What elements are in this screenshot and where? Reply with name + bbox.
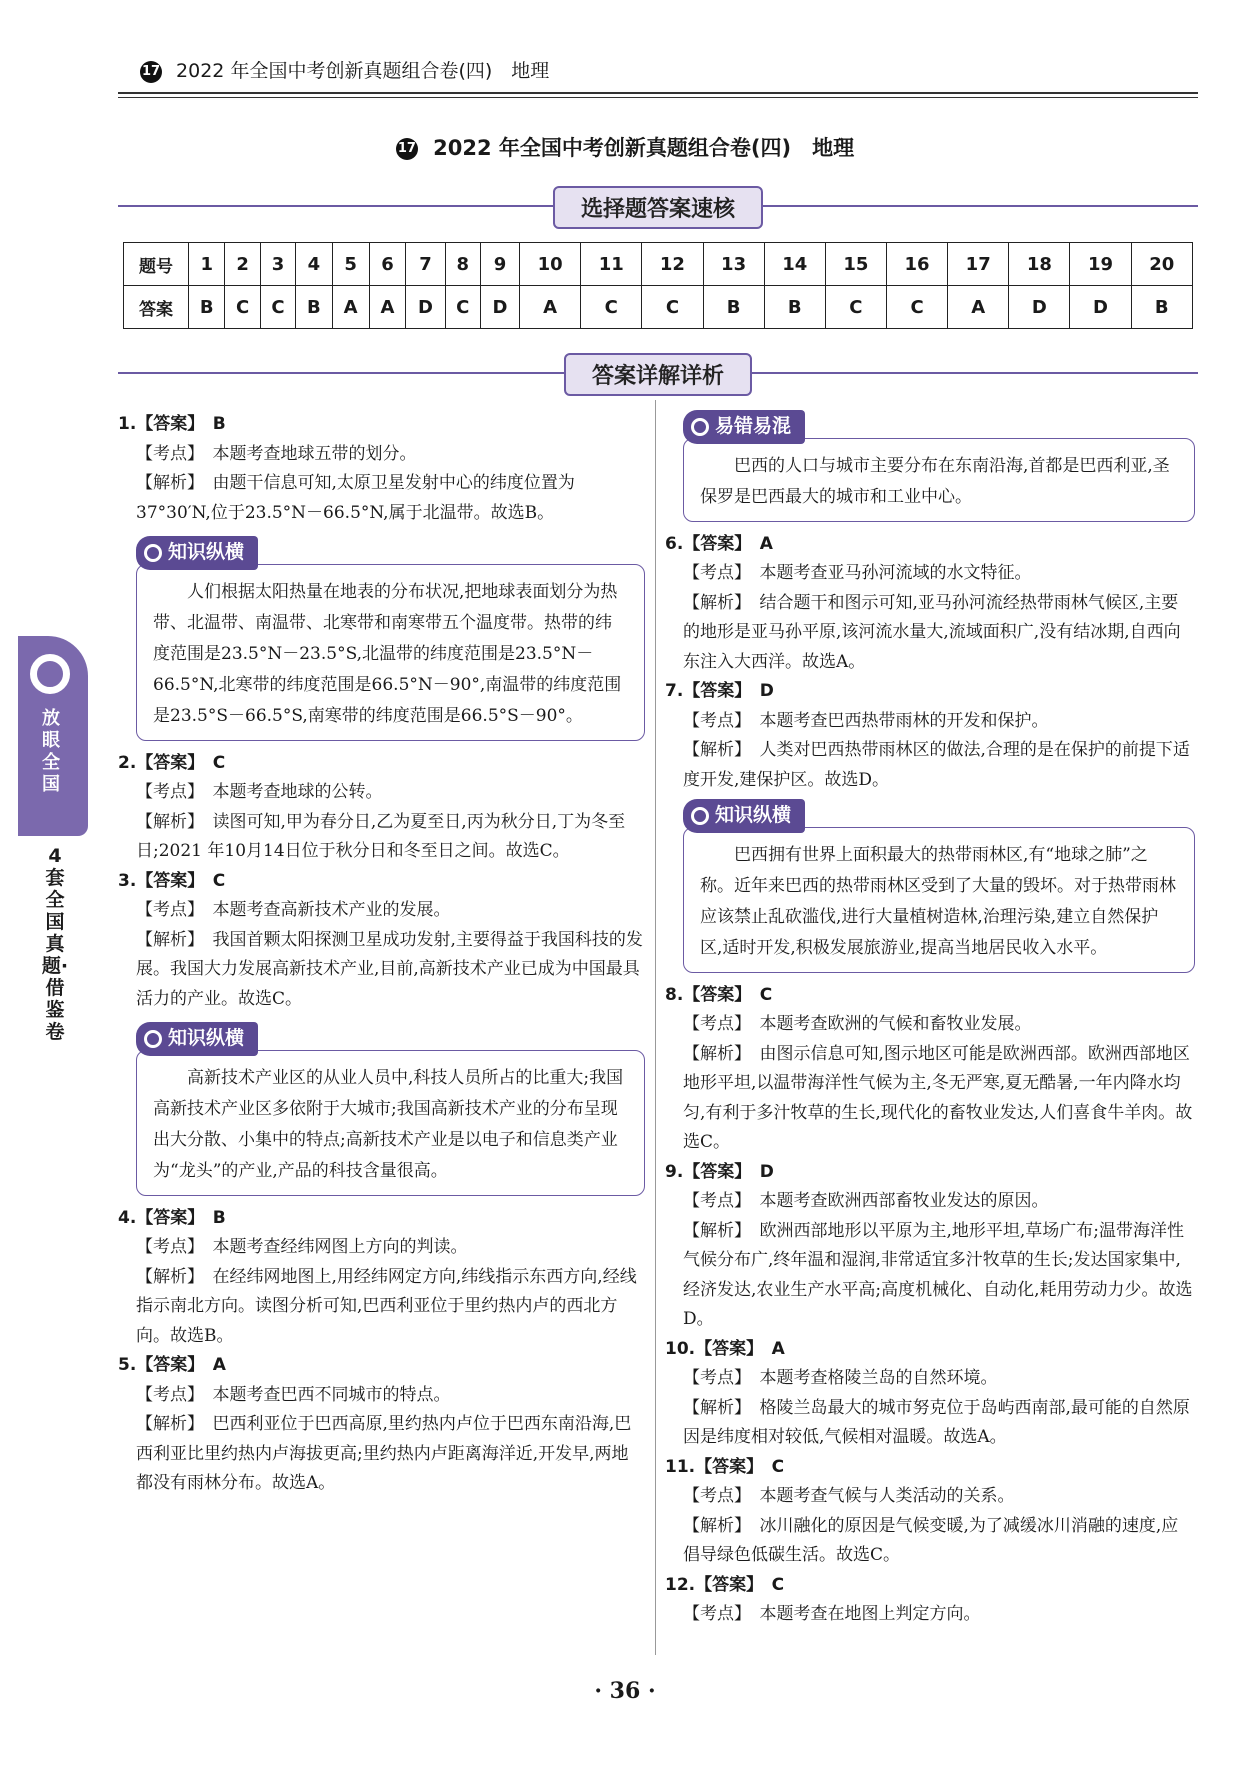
series-number-badge: 17 [140,61,162,83]
key-point: 【考点】 本题考查经纬网图上方向的判读。 [136,1237,468,1257]
answer-line: 2.【答案】 C [118,752,226,773]
key-point: 【考点】 本题考查在地图上判定方向。 [683,1604,981,1624]
question-number-cell: 9 [480,243,519,286]
answer-cell: A [332,286,369,329]
answer-cell: B [296,286,332,329]
title-number-badge: 17 [396,138,418,160]
answer-cell: B [764,286,825,329]
question-number-cell: 6 [369,243,406,286]
section-heading-quick-answers [118,190,1198,220]
answer-cell: D [1009,286,1070,329]
knowledge-box [136,536,645,741]
answer-cell: B [1131,286,1192,329]
answer-cell: A [369,286,406,329]
question-number-cell: 12 [642,243,703,286]
left-column [118,410,645,1499]
answer-line: 1.【答案】 B [118,414,226,434]
analysis: 【解析】 在经纬网地图上,用经纬网定方向,纬线指示东西方向,经线指示南北方向。读图分析可知,巴西利亚位于里约热内卢的西北方向。故选B。 [136,1266,637,1346]
box-title: 知识纵横 [683,799,805,833]
analysis: 【解析】 巴西利亚位于巴西高原,里约热内卢位于巴西东南沿海,巴西利亚比里约热内卢海拔更高;里约热内卢距离海洋近,开发早,两地都没有雨林分布。故选A。 [136,1414,632,1493]
section-heading-label: 选择题答案速核 [553,186,763,229]
question-number-cell: 2 [225,243,260,286]
target-icon [691,807,709,825]
box-text: 人们根据太阳热量在地表的分布状况,把地球表面划分为热带、北温带、南温带、北寒带和南寒带五个温度带。热带的纬度范围是23.5°N－23.5°S,北温带的纬度范围是23.5°N－66.5°N,北寒带的纬度范围是66.5°N－90°,南温带的纬度范围是23.5°S－66.5°S,南寒带的纬度范围是66.5°S－90°。 [136,564,645,741]
answer-line: 4.【答案】 B [118,1207,226,1228]
key-point: 【考点】 本题考查格陵兰岛的自然环境。 [683,1368,998,1388]
answer-line: 12.【答案】 C [665,1574,785,1595]
question-number-cell: 1 [189,243,225,286]
answer-cell: B [703,286,764,329]
analysis: 【解析】 结合题干和图示可知,亚马孙河流经热带雨林气候区,主要的地形是亚马孙平原,该河流水量大,流域面积广,没有结冰期,自西向东注入大西洋。故选A。 [683,592,1181,672]
answer-table [123,242,1193,329]
target-icon [144,1030,162,1048]
row-label: 答案 [124,286,189,329]
analysis: 【解析】 由题干信息可知,太原卫星发射中心的纬度位置为37°30′N,位于23.5°N－66.5°N,属于北温带。故选B。 [136,473,575,523]
answer-line: 6.【答案】 A [665,533,773,554]
box-text: 巴西拥有世界上面积最大的热带雨林区,有“地球之肺”之称。近年来巴西的热带雨林区受到了大量的毁坏。对于热带雨林应该禁止乱砍滥伐,进行大量植树造林,治理污染,建立自然保护区,适时开发,积极发展旅游业,提高当地居民收入水平。 [683,827,1195,973]
answer-line: 9.【答案】 D [665,1161,774,1182]
analysis: 【解析】 欧洲西部地形以平原为主,地形平坦,草场广布;温带海洋性气候分布广,终年温和湿润,非常适宜多汁牧草的生长;发达国家集中,经济发达,农业生产水平高;高度机械化、自动化,耗用劳动力少。故选D。 [683,1220,1193,1329]
analysis: 【解析】 人类对巴西热带雨林区的做法,合理的是在保护的前提下适度开发,建保护区。故选D。 [683,740,1190,790]
box-title: 知识纵横 [136,1022,258,1056]
answer-cell: C [825,286,886,329]
question-number-cell: 17 [948,243,1009,286]
section-heading-label: 答案详解详析 [564,353,752,396]
answer-cell: A [948,286,1009,329]
answer-cell: C [260,286,295,329]
key-point: 【考点】 本题考查欧洲西部畜牧业发达的原因。 [683,1191,1049,1211]
question-number-cell: 4 [296,243,332,286]
key-point: 【考点】 本题考查巴西热带雨林的开发和保护。 [683,710,1049,731]
box-title: 易错易混 [683,410,805,444]
column-divider [655,400,656,1655]
question-number-cell: 8 [445,243,480,286]
analysis: 【解析】 读图可知,甲为春分日,乙为夏至日,丙为秋分日,丁为冬至日;2021 年10月14日位于秋分日和冬至日之间。故选C。 [136,811,626,861]
side-tab [18,636,88,836]
question-number-cell: 13 [703,243,764,286]
answer-line: 10.【答案】 A [665,1338,785,1359]
key-point: 【考点】 本题考查欧洲的气候和畜牧业发展。 [683,1014,1032,1034]
page-title-text: 2022 年全国中考创新真题组合卷(四) 地理 [433,136,855,160]
key-point: 【考点】 本题考查地球的公转。 [136,782,383,802]
question-number-cell: 14 [764,243,825,286]
target-icon [30,654,70,694]
key-point: 【考点】 本题考查地球五带的划分。 [136,443,417,464]
key-point: 【考点】 本题考查气候与人类活动的关系。 [683,1486,1015,1506]
answer-cell: C [445,286,480,329]
right-column [665,410,1195,1630]
answer-cell: D [480,286,519,329]
answer-line: 7.【答案】 D [665,681,774,701]
side-tab-label: 放眼全国 [42,708,60,795]
page-title [0,132,1250,162]
question-number-cell: 16 [886,243,947,286]
knowledge-box [683,799,1195,973]
target-icon [144,544,162,562]
answer-line: 8.【答案】 C [665,984,773,1005]
answer-cell: B [189,286,225,329]
analysis: 【解析】 我国首颗太阳探测卫星成功发射,主要得益于我国科技的发展。我国大力发展高新技术产业,目前,高新技术产业已成为中国最具活力的产业。故选C。 [136,929,643,1009]
analysis: 【解析】 格陵兰岛最大的城市努克位于岛屿西南部,最可能的自然原因是纬度相对较低,气候相对温暖。故选A。 [683,1397,1190,1447]
running-header-text: 2022 年全国中考创新真题组合卷(四) 地理 [176,60,550,82]
easy-mistake-box [683,410,1195,522]
header-rule-thin [118,97,1198,98]
answer-cell: C [225,286,260,329]
key-point: 【考点】 本题考查亚马孙河流域的水文特征。 [683,563,1032,583]
answer-table-answer-row [124,286,1193,329]
page-number: · 36 · [594,1678,656,1704]
target-icon [691,418,709,436]
key-point: 【考点】 本题考查高新技术产业的发展。 [136,900,451,920]
question-number-cell: 15 [825,243,886,286]
answer-line: 11.【答案】 C [665,1456,785,1477]
question-number-cell: 7 [406,243,445,286]
question-number-cell: 3 [260,243,295,286]
answer-cell: A [520,286,581,329]
question-number-cell: 18 [1009,243,1070,286]
box-text: 高新技术产业区的从业人员中,科技人员所占的比重大;我国高新技术产业区多依附于大城市;我国高新技术产业的分布呈现出大分散、小集中的特点;高新技术产业是以电子和信息类产业为“龙头”的产业,产品的科技含量很高。 [136,1050,645,1196]
answer-table-number-row [124,243,1193,286]
question-number-cell: 5 [332,243,369,286]
answer-cell: C [642,286,703,329]
answer-cell: D [1070,286,1131,329]
side-series-label: 4套全国真题·借鉴卷 [41,845,69,1043]
running-header [140,56,549,83]
key-point: 【考点】 本题考查巴西不同城市的特点。 [136,1384,451,1405]
analysis: 【解析】 由图示信息可知,图示地区可能是欧洲西部。欧洲西部地区地形平坦,以温带海洋性气候为主,冬无严寒,夏无酷暑,一年内降水均匀,有利于多汁牧草的生长,现代化的畜牧业发达,人们喜食牛羊肉。故选C。 [683,1043,1193,1152]
question-number-cell: 10 [520,243,581,286]
section-heading-explanations [118,357,1198,387]
answer-cell: D [406,286,445,329]
answer-cell: C [581,286,642,329]
box-title: 知识纵横 [136,536,258,570]
row-label: 题号 [124,243,189,286]
knowledge-box [136,1022,645,1196]
answer-cell: C [886,286,947,329]
question-number-cell: 11 [581,243,642,286]
question-number-cell: 20 [1131,243,1192,286]
header-rule [118,92,1198,94]
box-text: 巴西的人口与城市主要分布在东南沿海,首都是巴西利亚,圣保罗是巴西最大的城市和工业中心。 [683,438,1195,522]
question-number-cell: 19 [1070,243,1131,286]
answer-line: 5.【答案】 A [118,1355,226,1375]
answer-line: 3.【答案】 C [118,870,226,891]
analysis: 【解析】 冰川融化的原因是气候变暖,为了减缓冰川消融的速度,应倡导绿色低碳生活。故选C。 [683,1515,1179,1565]
